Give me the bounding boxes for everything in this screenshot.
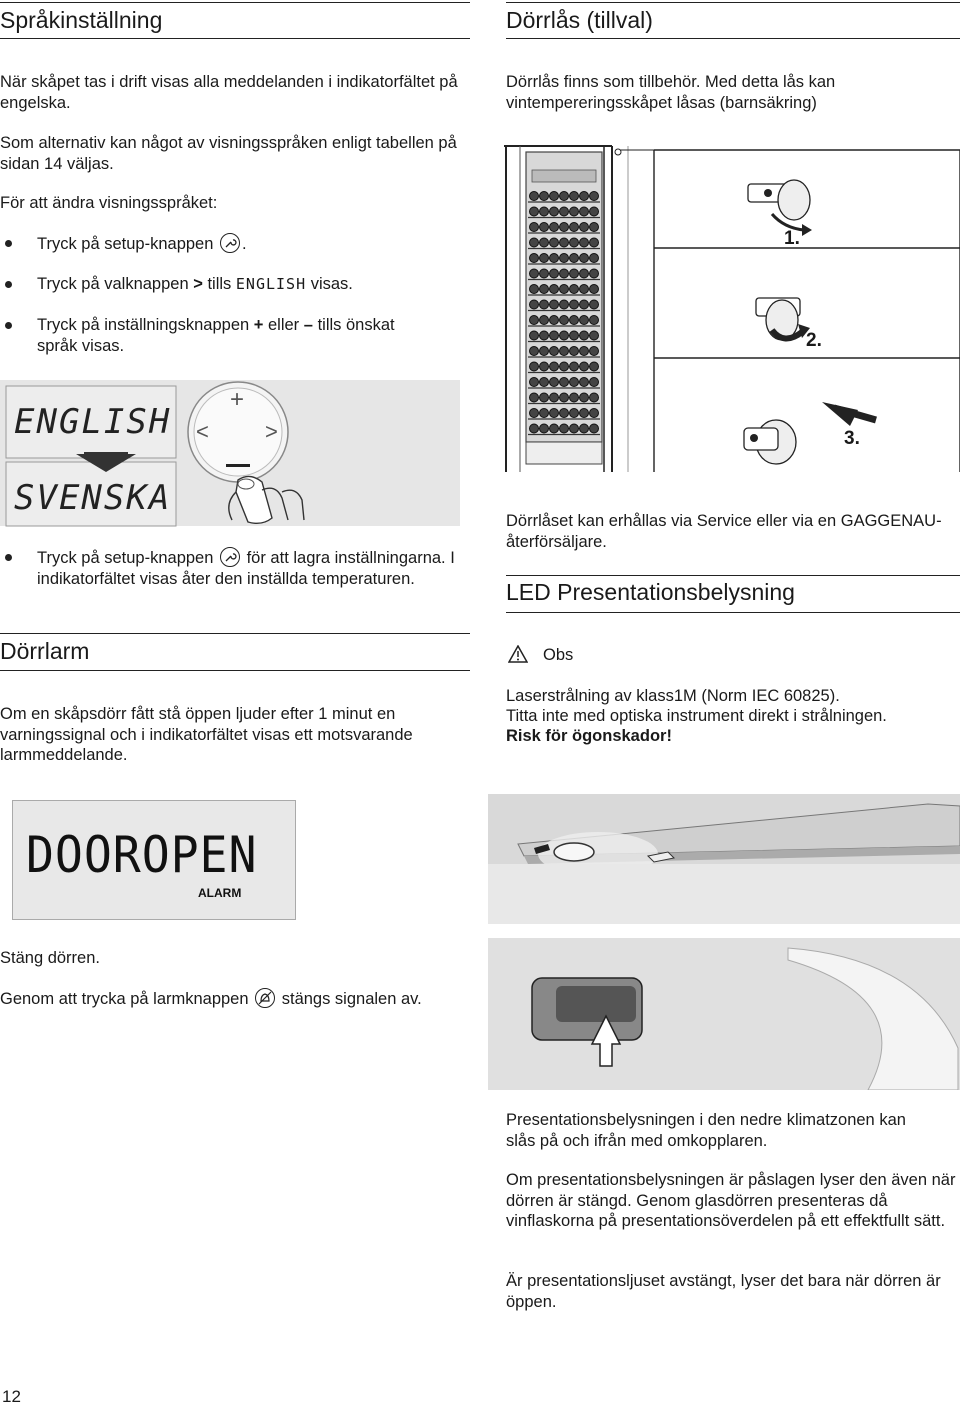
wine-bottle	[540, 393, 549, 402]
language-setting-title: Språkinställning	[0, 7, 163, 33]
step-3-end: tills önskat språk visas.	[37, 316, 395, 355]
wine-bottle	[550, 238, 559, 247]
laser-line-2: Titta inte med optiska instrument direkt i strålningen.	[506, 707, 887, 725]
wine-bottle	[590, 424, 599, 433]
step-3-or: eller	[268, 316, 300, 334]
door-alarm-text: Om en skåpsdörr fått stå öppen ljuder efter 1 minut en varningssignal och i indikatorfältet visas ett motsvarande larmmeddelande.	[0, 705, 413, 764]
wine-bottle	[530, 207, 539, 216]
wine-bottle	[560, 393, 569, 402]
wine-bottle	[560, 285, 569, 294]
left-title-rule-bottom	[0, 38, 470, 39]
wine-bottle	[540, 300, 549, 309]
wine-bottle	[530, 300, 539, 309]
step-2-text: Tryck på valknappen	[37, 275, 189, 293]
wine-bottle	[570, 424, 579, 433]
laser-line-3: Risk för ögonskador!	[506, 727, 672, 745]
press-alarm-a: Genom att trycka på larmknappen	[0, 990, 249, 1008]
lock-step-2: 2.	[806, 330, 822, 351]
wine-bottle	[560, 207, 569, 216]
wine-bottle	[530, 269, 539, 278]
lock-step-3: 3.	[844, 428, 860, 449]
wine-bottle	[530, 393, 539, 402]
wine-bottle	[580, 424, 589, 433]
knob-plus-label: +	[230, 386, 245, 413]
wine-bottle	[540, 331, 549, 340]
wine-bottle	[590, 393, 599, 402]
wine-bottle	[550, 316, 559, 325]
step-2	[37, 274, 457, 295]
wine-bottle	[530, 362, 539, 371]
english-display-word: ENGLISH	[235, 275, 307, 293]
wine-bottle	[550, 192, 559, 201]
language-intro-1: När skåpet tas i drift visas alla meddelanden i indikatorfältet på engelska.	[0, 73, 458, 112]
display-english: ENGLISH	[14, 402, 172, 442]
wine-bottle	[530, 254, 539, 263]
wine-bottle	[540, 223, 549, 232]
wine-bottle	[530, 424, 539, 433]
wine-bottle	[580, 393, 589, 402]
alarm-title-rule-bottom	[0, 670, 470, 671]
wine-bottle	[550, 207, 559, 216]
led-paragraph-2: Om presentationsbelysningen är påslagen lyser den även när dörren är stängd. Genom glasdörren presenteras då vinflaskorna på presentationsöverdelen på ett effektfullt sätt.	[506, 1171, 956, 1230]
wine-bottle	[570, 409, 579, 418]
wine-bottle	[550, 285, 559, 294]
warning-icon	[508, 645, 528, 663]
display-svenska: SVENSKA	[14, 478, 172, 518]
wine-bottle	[580, 362, 589, 371]
led-title-rule-bottom	[506, 612, 960, 613]
wine-bottle	[570, 238, 579, 247]
lock-step-1: 1.	[784, 228, 800, 249]
minus-symbol: –	[303, 316, 313, 334]
wine-bottle	[590, 223, 599, 232]
wine-bottle	[580, 285, 589, 294]
knob-right-label: >	[265, 419, 278, 444]
press-alarm-text	[0, 988, 470, 1010]
page-number: 12	[2, 1387, 21, 1406]
laser-line-1: Laserstrålning av klass1M (Norm IEC 60825).	[506, 687, 840, 705]
wine-bottle	[560, 347, 569, 356]
close-door-text: Stäng dörren.	[0, 949, 100, 967]
knob-left-label: <	[196, 419, 209, 444]
wine-bottle	[560, 269, 569, 278]
wine-bottle	[590, 285, 599, 294]
door-lock-title: Dörrlås (tillval)	[506, 7, 653, 33]
wine-bottle	[570, 378, 579, 387]
wine-bottle	[530, 285, 539, 294]
wine-bottle	[570, 393, 579, 402]
wine-bottle	[550, 378, 559, 387]
wine-bottle	[560, 316, 569, 325]
door-alarm-title: Dörrlarm	[0, 638, 90, 664]
setup-key-icon	[220, 233, 240, 253]
bullet	[5, 240, 12, 247]
wine-bottle	[560, 300, 569, 309]
press-alarm-b: stängs signalen av.	[281, 990, 422, 1008]
wine-bottle	[570, 316, 579, 325]
led-paragraph-1: Presentationsbelysningen i den nedre klimatzonen kan slås på och ifrån med omkopplaren.	[506, 1111, 906, 1150]
wine-bottle	[550, 254, 559, 263]
wine-bottle	[540, 285, 549, 294]
wine-bottle	[550, 347, 559, 356]
wine-bottle	[540, 192, 549, 201]
wine-bottle	[570, 347, 579, 356]
led-switch-figure	[488, 938, 960, 1090]
wine-bottle	[570, 192, 579, 201]
wine-bottle	[580, 207, 589, 216]
wine-bottle	[540, 347, 549, 356]
wine-bottle	[550, 223, 559, 232]
wine-bottle	[530, 347, 539, 356]
wine-bottle	[580, 331, 589, 340]
wine-bottle	[590, 300, 599, 309]
alarm-label: ALARM	[198, 886, 242, 900]
step-4-end: för att lagra inställningarna. I indikatorfältet visas åter den inställda temperaturen.	[37, 549, 455, 588]
bullet	[5, 322, 12, 329]
step-2-until: tills	[207, 275, 232, 293]
bullet	[5, 554, 12, 561]
wine-bottle	[540, 378, 549, 387]
wine-bottle	[560, 254, 569, 263]
wine-bottle	[590, 409, 599, 418]
wine-bottle	[580, 316, 589, 325]
wine-bottle	[560, 409, 569, 418]
alarm-off-icon	[255, 988, 275, 1008]
led-paragraph-3: Är presentationsljuset avstängt, lyser det bara när dörren är öppen.	[506, 1272, 941, 1311]
wine-bottle	[560, 238, 569, 247]
wine-bottle	[570, 269, 579, 278]
wine-bottle	[570, 362, 579, 371]
wine-bottle	[590, 347, 599, 356]
plus-symbol: +	[253, 316, 264, 334]
wine-bottle	[580, 347, 589, 356]
step-3-text: Tryck på inställningsknappen	[37, 316, 250, 334]
wine-bottle	[550, 269, 559, 278]
wine-bottle	[530, 192, 539, 201]
bullet	[5, 281, 12, 288]
wine-bottle	[540, 316, 549, 325]
wine-bottle	[570, 300, 579, 309]
wine-bottle	[580, 223, 589, 232]
wine-bottle	[540, 269, 549, 278]
door-lock-intro: Dörrlås finns som tillbehör. Med detta lås kan vintempereringsskåpet låsas (barnsäkring)	[506, 73, 836, 112]
right-title-rule-bottom	[506, 38, 960, 39]
wine-bottle	[530, 238, 539, 247]
wine-bottle	[560, 424, 569, 433]
wine-bottle	[580, 378, 589, 387]
wine-bottle	[530, 316, 539, 325]
wine-bottle	[590, 331, 599, 340]
wine-bottle	[540, 254, 549, 263]
wine-bottle	[590, 378, 599, 387]
service-text: Dörrlåset kan erhållas via Service eller via en GAGGENAU-återförsäljare.	[506, 512, 942, 551]
step-2-end: visas.	[310, 275, 353, 293]
wine-bottle	[570, 223, 579, 232]
step-1-text: Tryck på setup-knappen	[37, 235, 214, 253]
wine-bottle	[560, 331, 569, 340]
led-title: LED Presentationsbelysning	[506, 579, 795, 605]
step-1-end: .	[242, 235, 247, 253]
wine-bottle	[590, 269, 599, 278]
wine-bottle	[550, 362, 559, 371]
wine-bottle	[580, 269, 589, 278]
step-1	[37, 233, 457, 255]
wine-bottle	[540, 424, 549, 433]
wine-bottle	[590, 238, 599, 247]
wine-bottle	[560, 362, 569, 371]
step-4	[37, 547, 457, 589]
wine-bottle	[560, 378, 569, 387]
right-title-rule-top	[506, 2, 960, 3]
wine-bottle	[570, 207, 579, 216]
wine-bottle	[540, 362, 549, 371]
wine-bottle	[540, 409, 549, 418]
wine-bottle	[540, 238, 549, 247]
wine-bottle	[590, 362, 599, 371]
wine-bottle	[530, 223, 539, 232]
wine-bottle	[530, 331, 539, 340]
wine-bottle	[590, 316, 599, 325]
door-lock-figure	[504, 140, 960, 480]
language-intro-3: För att ändra visningsspråket:	[0, 194, 218, 212]
wine-bottle	[570, 254, 579, 263]
select-arrow-symbol: >	[193, 275, 203, 293]
obs-label: Obs	[543, 646, 574, 664]
wine-bottle	[530, 409, 539, 418]
wine-bottle	[540, 207, 549, 216]
wine-bottle	[590, 254, 599, 263]
wine-bottle	[560, 192, 569, 201]
led-title-rule-top	[506, 575, 960, 576]
step-3	[37, 315, 437, 356]
wine-bottle	[580, 300, 589, 309]
wine-bottle	[530, 378, 539, 387]
wine-bottle	[550, 300, 559, 309]
wine-bottle	[590, 192, 599, 201]
language-intro-2: Som alternativ kan något av visningsspråken enligt tabellen på sidan 14 väljas.	[0, 134, 457, 173]
wine-bottle	[590, 207, 599, 216]
alarm-title-rule-top	[0, 633, 470, 634]
wine-bottle	[550, 424, 559, 433]
step-4-text: Tryck på setup-knappen	[37, 549, 214, 567]
wine-bottle	[550, 409, 559, 418]
wine-bottle	[570, 331, 579, 340]
left-title-rule-top	[0, 2, 470, 3]
wine-bottle	[570, 285, 579, 294]
led-figure-top	[488, 794, 960, 924]
wine-bottle	[580, 254, 589, 263]
wine-bottle	[550, 393, 559, 402]
setup-key-icon	[220, 547, 240, 567]
wine-bottle	[580, 238, 589, 247]
wine-bottle	[550, 331, 559, 340]
wine-bottle	[560, 223, 569, 232]
wine-bottle	[580, 192, 589, 201]
door-open-text: DOOROPEN	[26, 826, 258, 884]
wine-bottle	[580, 409, 589, 418]
